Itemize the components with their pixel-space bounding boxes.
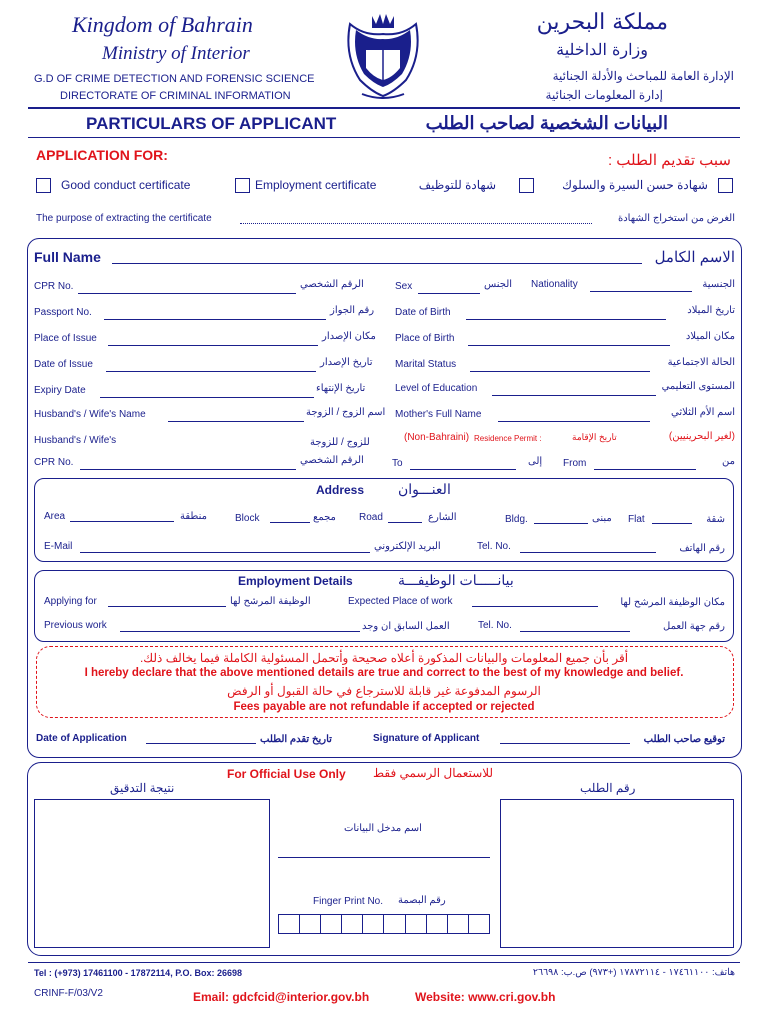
place-of-issue-label: Place of Issue [34,333,97,344]
place-of-issue-field[interactable] [108,345,318,346]
mother-name-label-ar: اسم الأم الثلاثي [671,407,735,418]
footer-tel: Tel : (+973) 17461100 - 17872114, P.O. Box: 26698 [34,968,243,978]
official-use-title: For Official Use Only [227,767,346,781]
spouse-cpr-label1: Husband's / Wife's [34,435,117,446]
expiry-date-label-ar: تاريخ الإنتهاء [316,383,366,394]
title-en: PARTICULARS OF APPLICANT [86,114,337,133]
date-of-birth-field[interactable] [466,319,666,320]
fingerprint-digit-box[interactable] [300,915,321,933]
applying-for-field[interactable] [108,606,226,607]
residence-permit-label: Residence Permit : [474,434,542,443]
footer-tel-ar: هاتف: ١٧٤٦١١٠٠ - ١٧٨٧٢١١٤ (+٩٧٣) ص.ب: ٢٦٦٩٨ [532,967,735,978]
signature-label: Signature of Applicant [373,733,480,744]
place-of-birth-field[interactable] [468,345,670,346]
employment-title: Employment Details [238,574,353,588]
address-title: Address [316,483,365,497]
date-of-issue-field[interactable] [106,371,316,372]
data-entry-field[interactable] [278,857,490,858]
header-en-line1: Kingdom of Bahrain [72,12,253,37]
header-en-line4: DIRECTORATE OF CRIMINAL INFORMATION [60,90,291,102]
residence-from-label: From [563,458,587,469]
sex-field[interactable] [418,293,480,294]
date-of-birth-label-ar: تاريخ الميلاد [687,305,735,316]
footer-website[interactable]: Website: www.cri.gov.bh [415,990,556,1004]
good-conduct-checkbox-ar[interactable] [718,178,733,193]
place-of-birth-label-ar: مكان الميلاد [685,331,735,342]
applying-for-label-ar: الوظيفة المرشح لها [230,596,311,607]
spouse-cpr-label1-ar: للزوج / للزوجة [310,437,370,448]
place-of-issue-label-ar: مكان الإصدار [322,331,376,342]
spouse-name-field[interactable] [168,421,304,422]
residence-to-label-ar: إلى [528,456,543,467]
flat-label-ar: شقة [706,514,725,525]
declaration-ar1: أقر بأن جميع المعلومات والبيانات المذكورة أعلاه صحيحة وأتحمل المسئولية الكاملة فيما يخالف ذلك. [139,651,629,665]
nationality-label: Nationality [531,279,578,290]
footer-divider [28,962,740,963]
header-en-line3: G.D OF CRIME DETECTION AND FORENSIC SCIENCE [34,73,315,85]
employment-cert-label-ar: شهادة للتوظيف [418,178,496,192]
fingerprint-digit-box[interactable] [427,915,448,933]
marital-status-field[interactable] [470,371,650,372]
flat-label: Flat [628,514,645,525]
road-label-ar: الشارع [428,512,457,523]
address-tel-label-ar: رقم الهاتف [679,543,725,554]
education-label: Level of Education [395,383,478,394]
passport-no-field[interactable] [104,319,326,320]
expiry-date-field[interactable] [100,397,314,398]
residence-to-field[interactable] [410,469,516,470]
application-label-en: APPLICATION FOR: [36,147,168,163]
address-title-ar: العنـــوان [398,481,451,497]
purpose-label-ar: الغرض من استخراج الشهادة [617,213,735,224]
address-tel-field[interactable] [520,552,656,553]
employment-tel-label-ar: رقم جهة العمل [663,621,725,632]
good-conduct-label-ar: شهادة حسن السيرة والسلوك [562,178,708,192]
request-number-label-ar: رقم الطلب [580,781,636,795]
footer-email[interactable]: Email: gdcfcid@interior.gov.bh [193,990,370,1004]
application-label-ar: سبب تقديم الطلب : [607,152,731,169]
residence-to-label: To [392,458,403,469]
address-tel-label: Tel. No. [477,541,511,552]
education-label-ar: المستوى التعليمي [661,381,735,392]
road-field[interactable] [388,522,422,523]
mother-name-label: Mother's Full Name [395,409,482,420]
employment-tel-label: Tel. No. [478,620,512,631]
employment-cert-checkbox-ar[interactable] [519,178,534,193]
full-name-label-ar: الاسم الكامل [654,249,735,266]
declaration-en2: Fees payable are not refundable if accepted or rejected [233,701,535,713]
nationality-label-ar: الجنسية [702,279,735,290]
fingerprint-digit-box[interactable] [448,915,469,933]
cpr-no-label-ar: الرقم الشخصي [300,279,364,290]
block-field[interactable] [270,522,310,523]
full-name-label: Full Name [34,249,101,265]
applying-for-label: Applying for [44,596,97,607]
bldg-label-ar: مبنى [592,513,612,524]
expected-place-field[interactable] [472,606,598,607]
employment-cert-checkbox[interactable] [235,178,250,193]
fingerprint-digit-box[interactable] [279,915,300,933]
date-of-issue-label: Date of Issue [34,359,93,370]
fingerprint-digit-box[interactable] [342,915,363,933]
verification-result-label-ar: نتيجة التدقيق [110,781,175,795]
purpose-label-en: The purpose of extracting the certificate [36,213,212,224]
expected-place-label: Expected Place of work [348,596,453,607]
mother-name-field[interactable] [498,421,650,422]
verification-result-field[interactable] [34,799,270,948]
fingerprint-digit-box[interactable] [406,915,427,933]
title-ar: البيانات الشخصية لصاحب الطلب [425,113,668,133]
declaration-en1: I hereby declare that the above mentioned details are true and correct to the best of my knowledge and belief. [84,667,684,679]
title-underline [28,137,740,138]
fingerprint-digit-box[interactable] [363,915,384,933]
date-of-birth-label: Date of Birth [395,307,451,318]
residence-from-field[interactable] [594,469,696,470]
fingerprint-label-ar: رقم البصمة [398,895,446,906]
area-label-ar: منطقة [180,511,207,522]
non-bahraini-label: (Non-Bahraini) [404,432,470,443]
spouse-cpr-label2-ar: الرقم الشخصي [300,455,364,466]
previous-work-label: Previous work [44,620,107,631]
nationality-field[interactable] [590,291,692,292]
flat-field[interactable] [652,523,692,524]
declaration-ar2: الرسوم المدفوعة غير قابلة للاسترجاع في حالة القبول أو الرفض [227,684,541,698]
marital-status-label: Marital Status [395,359,457,370]
good-conduct-label: Good conduct certificate [61,178,191,192]
block-label-ar: مجمع [313,512,336,523]
education-field[interactable] [492,395,656,396]
fingerprint-digit-box[interactable] [469,915,489,933]
previous-work-field[interactable] [120,631,360,632]
fingerprint-label: Finger Print No. [313,896,384,907]
cpr-no-label: CPR No. [34,281,74,292]
header-ar-line3: الإدارة العامة للمباحث والأدلة الجنائية [552,69,734,83]
passport-no-label: Passport No. [34,307,92,318]
date-of-application-label-ar: تاريخ تقدم الطلب [260,734,332,745]
spouse-cpr-label2: CPR No. [34,457,74,468]
header-ar-line4: إدارة المعلومات الجنائية [545,88,663,102]
date-of-application-field[interactable] [146,743,256,744]
header-ar-line1: مملكة البحرين [536,10,668,35]
bahrain-emblem-icon [342,10,424,100]
purpose-field[interactable] [240,223,592,224]
fingerprint-number-boxes[interactable] [278,914,490,934]
bldg-label: Bldg. [505,514,528,525]
full-name-field[interactable] [112,263,642,264]
form-code: CRINF-F/03/V2 [34,988,103,999]
marital-status-label-ar: الحالة الاجتماعية [667,357,735,368]
email-field[interactable] [80,552,370,553]
spouse-cpr-field[interactable] [80,469,296,470]
header-en-line2: Ministry of Interior [102,43,250,64]
road-label: Road [359,512,383,523]
area-label: Area [44,511,66,522]
spouse-name-label: Husband's / Wife's Name [34,409,146,420]
header-ar-line2: وزارة الداخلية [556,40,648,59]
spouse-name-label-ar: اسم الزوج / الزوجة [306,407,386,418]
sex-label-ar: الجنس [484,279,513,290]
expiry-date-label: Expiry Date [34,385,86,396]
residence-from-label-ar: من [722,456,735,467]
signature-label-ar: توقيع صاحب الطلب [643,734,725,745]
fingerprint-digit-box[interactable] [384,915,405,933]
date-of-issue-label-ar: تاريخ الإصدار [320,357,373,368]
fingerprint-digit-box[interactable] [321,915,342,933]
place-of-birth-label: Place of Birth [395,333,455,344]
bldg-field[interactable] [534,523,588,524]
cpr-no-field[interactable] [78,293,296,294]
request-number-field[interactable] [500,799,734,948]
email-label: E-Mail [44,541,73,552]
residence-permit-label-ar: تاريخ الإقامة [572,432,617,442]
good-conduct-checkbox[interactable] [36,178,51,193]
email-label-ar: البريد الإلكتروني [374,541,441,552]
previous-work-label-ar: العمل السابق ان وجد [362,621,450,632]
employment-tel-field[interactable] [520,631,630,632]
non-bahraini-label-ar: (لغير البحرينيين) [668,431,735,442]
employment-title-ar: بيانـــــات الوظيفـــة [398,572,514,588]
sex-label: Sex [395,281,413,292]
expected-place-label-ar: مكان الوظيفة المرشح لها [620,597,725,608]
data-entry-label-ar: اسم مدخل البيانات [344,823,422,834]
date-of-application-label: Date of Application [36,733,127,744]
signature-field[interactable] [500,743,630,744]
employment-cert-label: Employment certificate [255,178,377,192]
area-field[interactable] [70,521,174,522]
block-label: Block [235,513,260,524]
passport-no-label-ar: رقم الجواز [330,305,375,316]
header-divider [28,107,740,109]
official-use-title-ar: للاستعمال الرسمي فقط [373,766,494,780]
